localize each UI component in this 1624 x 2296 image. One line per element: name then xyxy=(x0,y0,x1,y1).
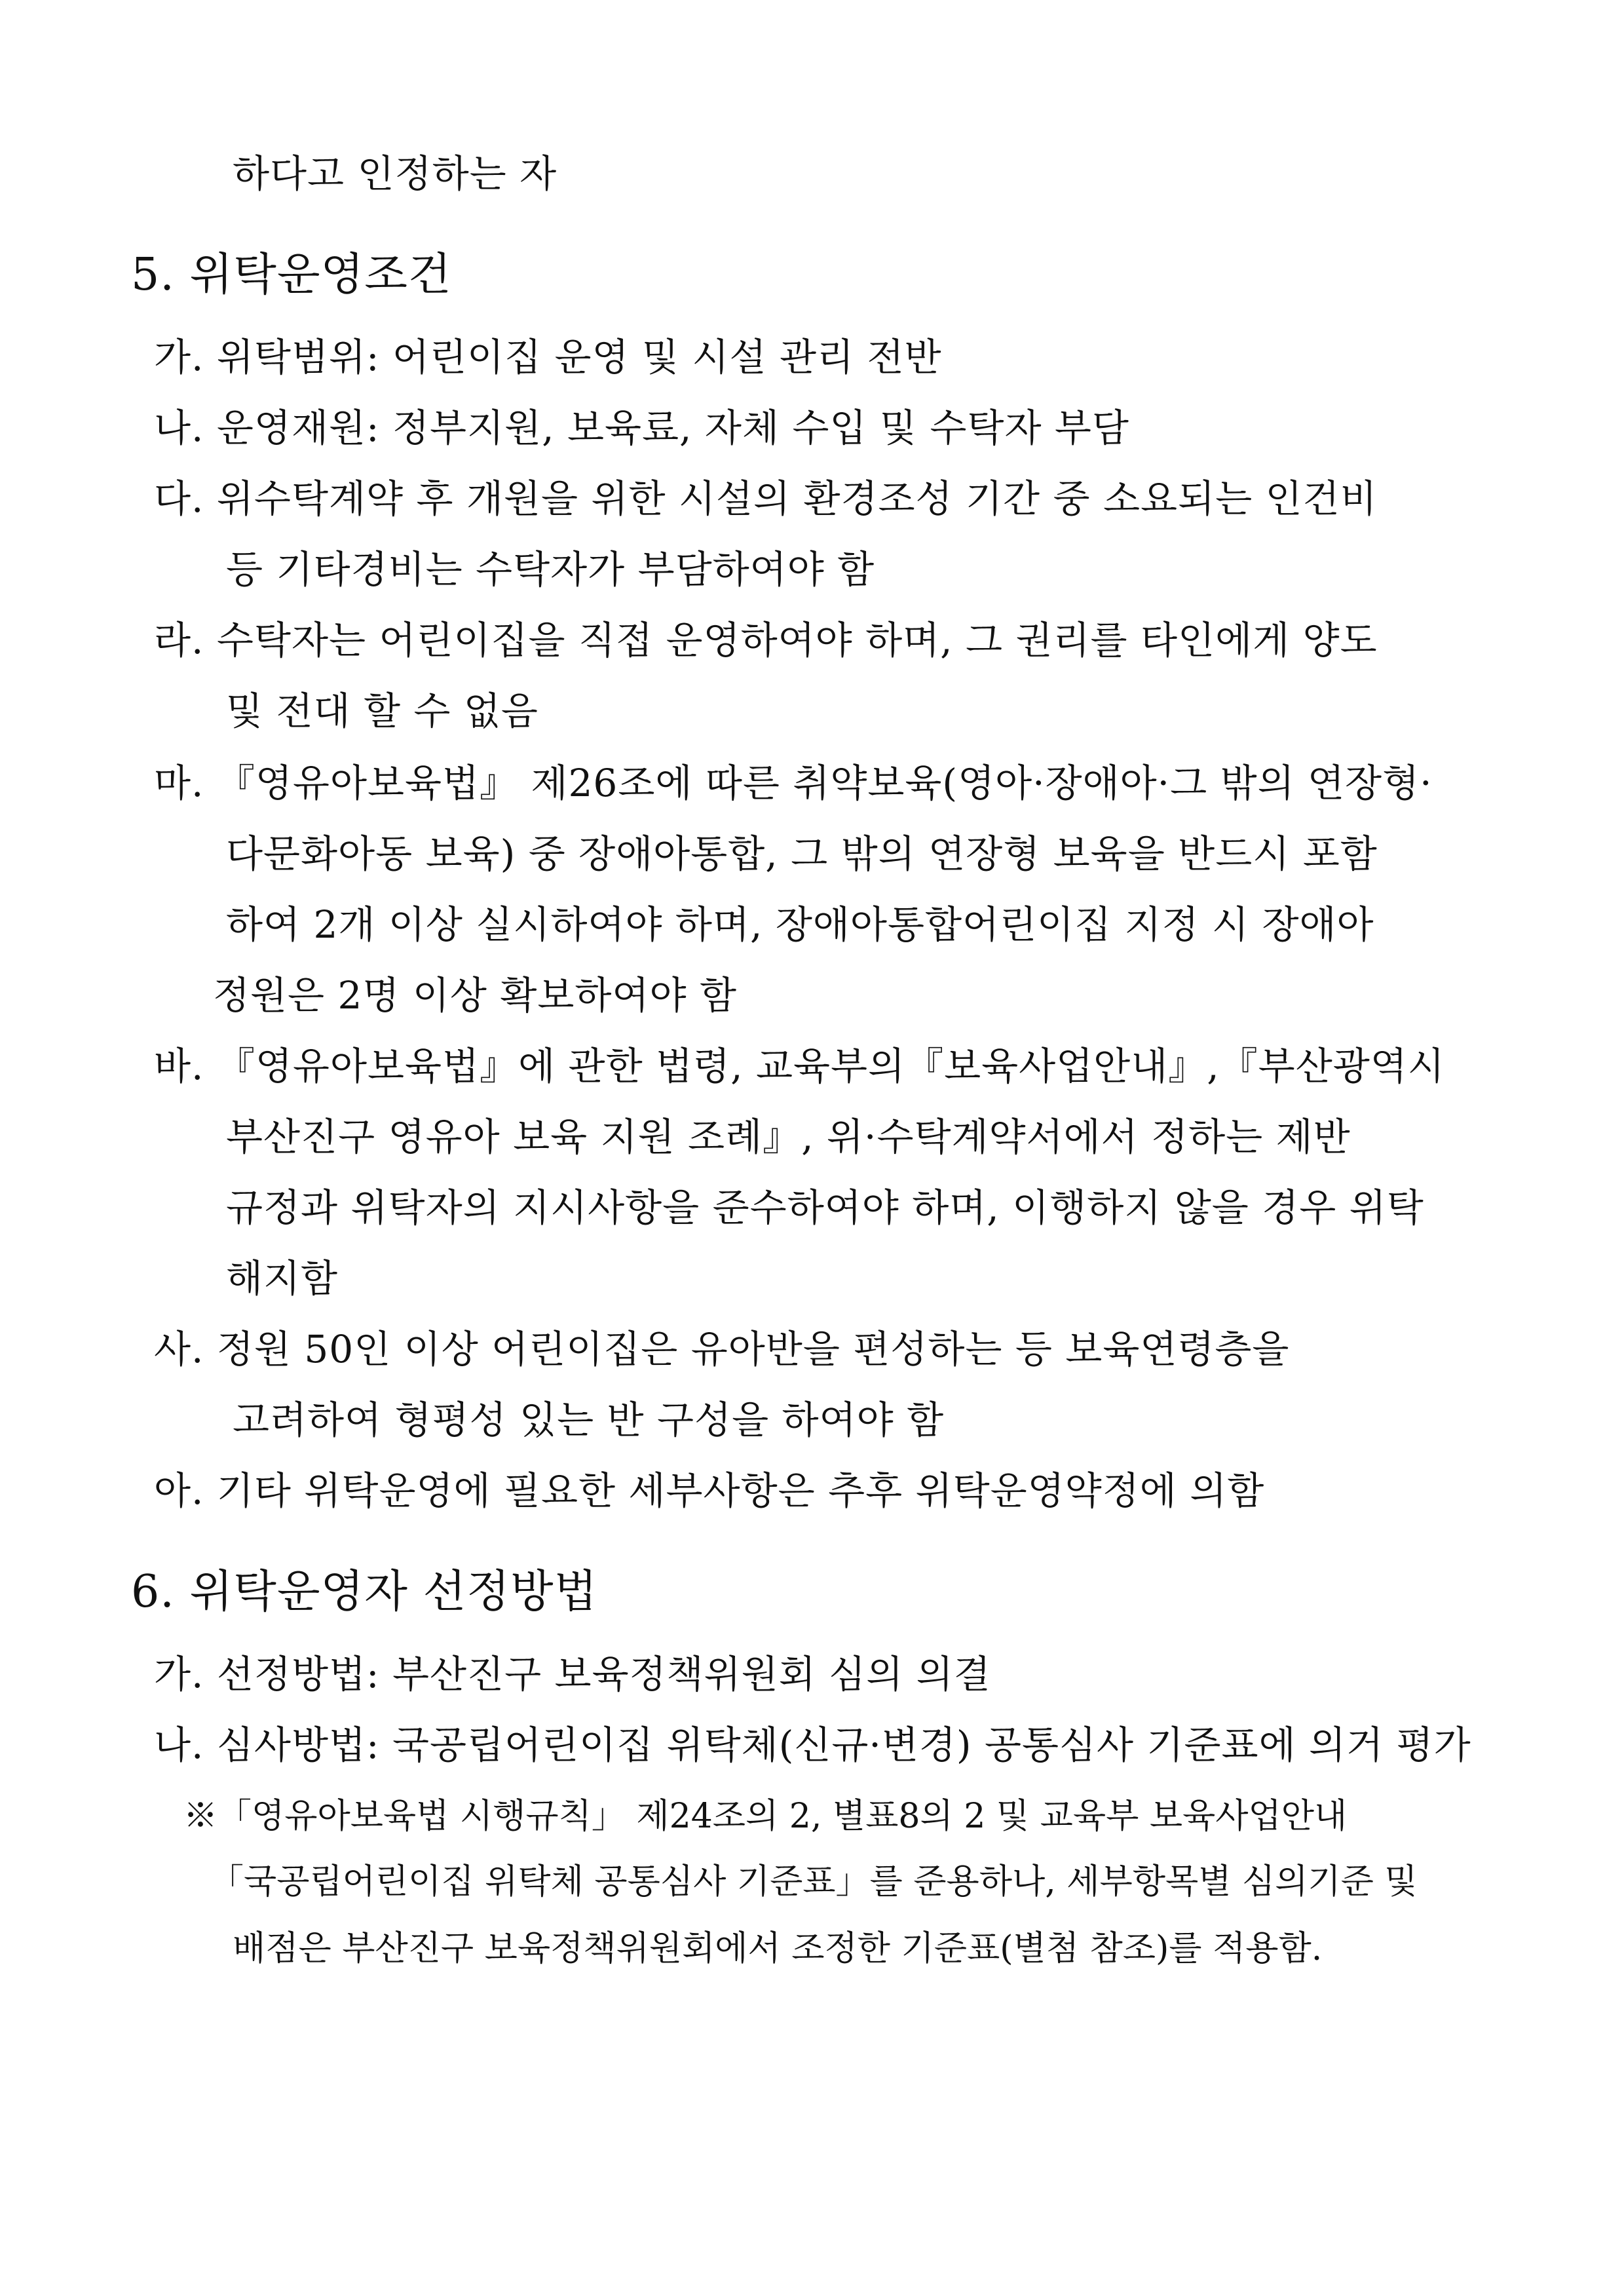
item-da-line-1: 다. 위수탁계약 후 개원을 위한 시설의 환경조성 기간 중 소요되는 인건비 xyxy=(154,476,1378,521)
section-6-heading: 6. 위탁운영자 선정방법 xyxy=(131,1566,598,1618)
item-a-etc: 아. 기타 위탁운영에 필요한 세부사항은 추후 위탁운영약정에 의함 xyxy=(154,1468,1265,1513)
item-ma-line-3: 하여 2개 이상 실시하여야 하며, 장애아통합어린이집 지정 시 장애아 xyxy=(226,902,1374,947)
item-ra-line-1: 라. 수탁자는 어린이집을 직접 운영하여야 하며, 그 권리를 타인에게 양도 xyxy=(154,618,1378,662)
item-na-review-method: 나. 심사방법: 국공립어린이집 위탁체(신규·변경) 공통심사 기준표에 의거 평가 xyxy=(154,1723,1471,1767)
item-ba-line-1: 바. 『영유아보육법』에 관한 법령, 교육부의『보육사업안내』,『부산광역시 xyxy=(154,1044,1445,1088)
item-ba-line-4: 해지함 xyxy=(226,1256,339,1301)
item-ma-line-4: 정원은 2명 이상 확보하여야 함 xyxy=(213,973,737,1018)
item-ba-line-3: 규정과 위탁자의 지시사항을 준수하여야 하며, 이행하지 않을 경우 위탁 xyxy=(226,1185,1424,1230)
section-5-heading: 5. 위탁운영조건 xyxy=(131,249,452,301)
note-line-3: 배점은 부산진구 보육정책위원회에서 조정한 기준표(별첨 참조)를 적용함. xyxy=(233,1929,1323,1968)
note-line-2: 「국공립어린이집 위탁체 공통심사 기준표」를 준용하나, 세부항목별 심의기준 및 xyxy=(210,1862,1418,1902)
item-ba-line-2: 부산진구 영유아 보육 지원 조례』, 위·수탁계약서에서 정하는 제반 xyxy=(226,1115,1351,1159)
text-line-continuation: 하다고 인정하는 자 xyxy=(233,151,557,196)
item-sa-line-1: 사. 정원 50인 이상 어린이집은 유아반을 편성하는 등 보육연령층을 xyxy=(154,1327,1290,1371)
item-sa-line-2: 고려하여 형평성 있는 반 구성을 하여야 함 xyxy=(233,1398,945,1442)
item-ma-line-2: 다문화아동 보육) 중 장애아통합, 그 밖의 연장형 보육을 반드시 포함 xyxy=(226,832,1378,876)
item-na-funding: 나. 운영재원: 정부지원, 보육료, 자체 수입 및 수탁자 부담 xyxy=(154,406,1129,450)
item-ra-line-2: 및 전대 할 수 없음 xyxy=(226,689,538,733)
item-ma-line-1: 마. 『영유아보육법』 제26조에 따른 취약보육(영아·장애아·그 밖의 연장형· xyxy=(154,761,1433,805)
item-ga-scope: 가. 위탁범위: 어린이집 운영 및 시설 관리 전반 xyxy=(154,335,942,379)
note-line-1: ※「영유아보육법 시행규칙」 제24조의 2, 별표8의 2 및 교육부 보육사업안내 xyxy=(183,1797,1348,1836)
item-ga-selection-method: 가. 선정방법: 부산진구 보육정책위원회 심의 의결 xyxy=(154,1652,991,1696)
item-da-line-2: 등 기타경비는 수탁자가 부담하여야 함 xyxy=(226,547,875,592)
